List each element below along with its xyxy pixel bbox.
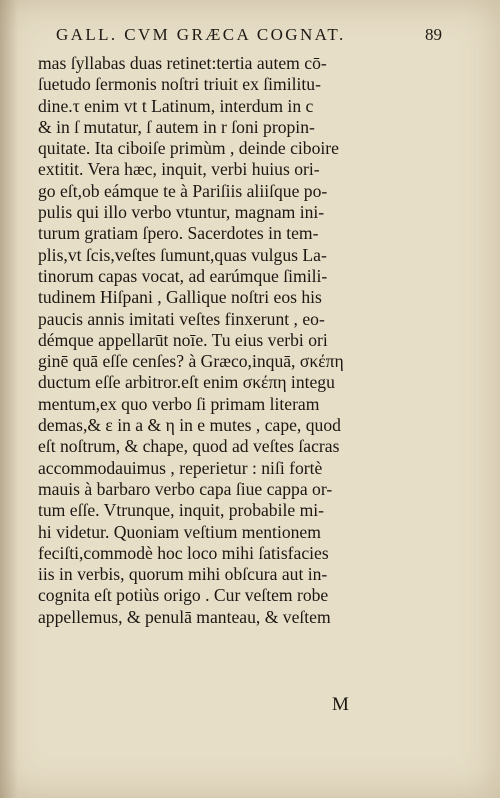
text-line: pulis qui illo verbo vtuntur, magnam ini- [38,202,325,223]
text-line: eſt noſtrum, & chape, quod ad veſtes ſacras [38,436,340,457]
text-line: paucis annis imitati veſtes finxerunt , eo- [38,308,325,329]
text-line: mentum,ex quo verbo ſi primam literam [38,393,320,414]
text-line: dine.τ enim vt t Latinum, interdum in c [38,95,314,116]
text-line: hi videtur. Quoniam veſtium mentionem [38,521,321,542]
text-line: accommodauimus , reperietur : niſi fortè [38,457,323,478]
page-header [56,25,442,49]
text-line: tinorum capas vocat, ad earúmque ſimili- [38,265,328,286]
text-line: plis,vt ſcis,veſtes ſumunt,quas vulgus La- [38,244,327,265]
text-line: mauis à barbaro verbo capa ſiue cappa or- [38,478,333,499]
text-line: mas ſyllabas duas retinet:tertia autem cō- [38,53,327,73]
body-text [38,53,448,628]
text-line: feciſti,commodè hoc loco mihi ſatisfacies [38,542,329,563]
text-line: iis in verbis, quorum mihi obſcura aut in- [38,564,328,585]
text-line: tum eſſe. Vtrunque, inquit, probabile mi- [38,500,325,521]
text-line: tudinem Hiſpani , Gallique noſtri eos his [38,287,322,308]
running-head: GALL. CVM GRÆCA COGNAT. [56,25,346,44]
text-line: ductum eſſe arbitror.eſt enim σκέπη integu [38,372,335,393]
text-line: demas,& ε in a & η in e mutes , cape, quod [38,415,341,436]
text-line: turum gratiam ſpero. Sacerdotes in tem- [38,223,319,244]
text-line: quitate. Ita ciboiſe primùm , deinde ciboire [38,138,339,159]
text-line: ginē quā eſſe cenſes? à Græco,inquā, σκέπη [38,351,344,372]
text-line: appellemus, & penulā manteau, & veſtem [38,606,331,627]
signature-mark: M [332,694,349,715]
text-line: & in ſ mutatur, ſ autem in r ſoni propin- [38,116,315,137]
page-number: 89 [425,25,442,44]
text-line: cognita eſt potiùs origo . Cur veſtem robe [38,585,329,606]
text-line: ſuetudo ſermonis noſtri triuit ex ſimilitu- [38,74,321,95]
text-line: go eſt,ob eámque te à Pariſiis aliiſque po- [38,180,328,201]
text-line: démque appellarūt noīe. Tu eius verbi ori [38,329,328,350]
text-line: extitit. Vera hæc, inquit, verbi huius ori- [38,159,320,180]
